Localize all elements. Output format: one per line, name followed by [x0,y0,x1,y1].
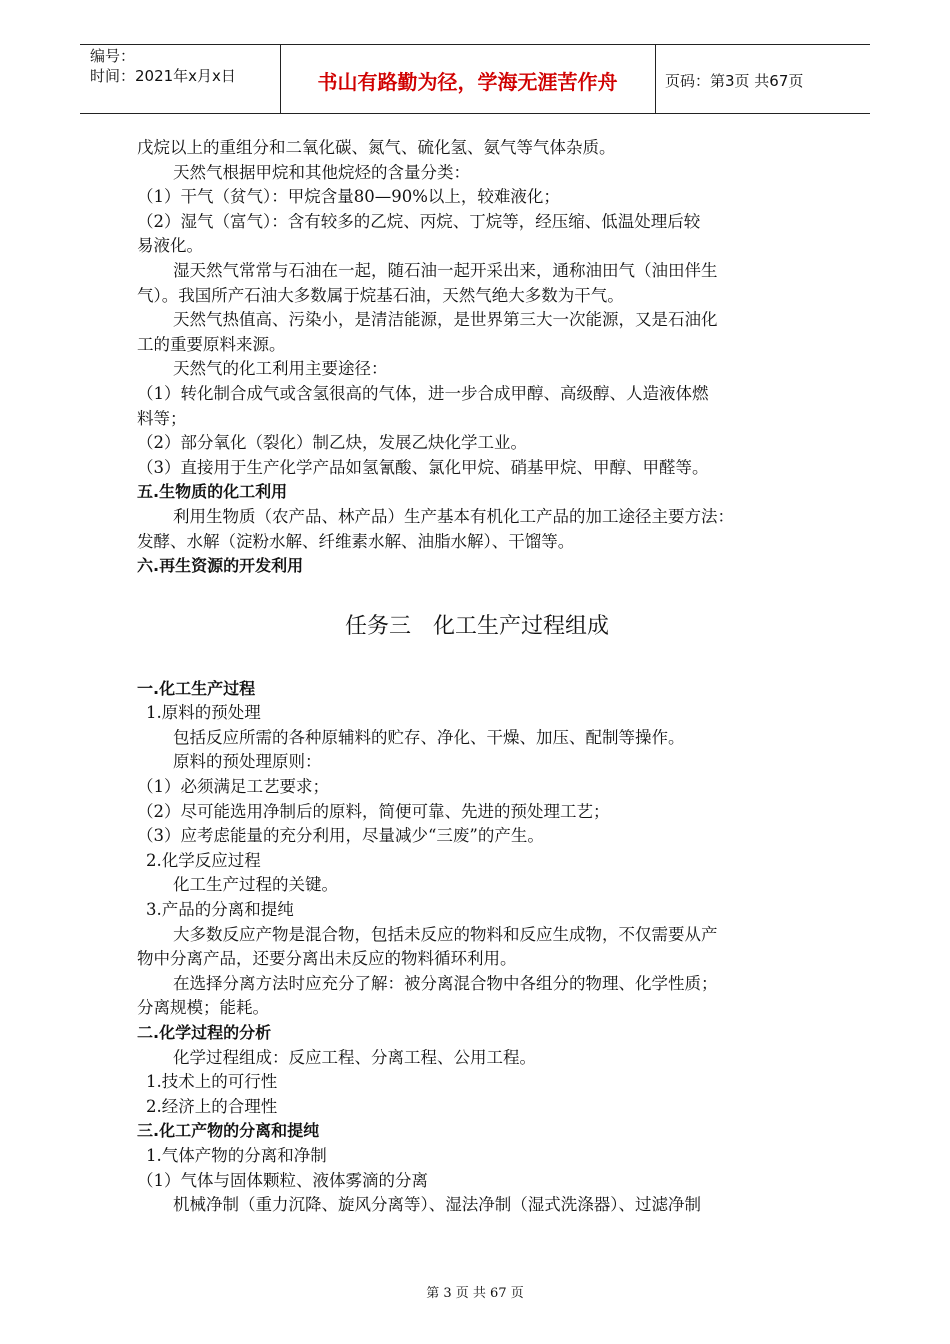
text-line: 发酵、水解（淀粉水解、纤维素水解、油脂水解）、干馏等。 [137,531,575,551]
text-line: 湿天然气常常与石油在一起，随石油一起开采出来，通称油田气（油田伴生 [173,260,718,280]
text-line: 料等； [137,408,187,428]
text-line: 在选择分离方法时应充分了解：被分离混合物中各组分的物理、化学性质； [173,973,718,993]
header-meta [90,46,236,86]
text-line: 2.经济上的合理性 [146,1096,278,1116]
text-line: 机械净制（重力沉降、旋风分离等）、湿法净制（湿式洗涤器）、过滤净制 [173,1195,701,1215]
text-line: （2）尽可能选用净制后的原料，简便可靠、先进的预处理工艺； [137,801,610,821]
text-line: （1）必须满足工艺要求； [137,777,329,797]
page-header [80,44,870,114]
text-line: 物中分离产品，还要分离出未反应的物料循环利用。 [137,949,517,969]
section-heading: 三.化工产物的分离和提纯 [137,1121,320,1141]
header-time-label: 时间：2021年x月x日 [90,67,236,85]
text-line: 1.气体产物的分离和净制 [146,1145,327,1165]
text-line: 工的重要原料来源。 [137,334,286,354]
text-line: 化学过程组成：反应工程、分离工程、公用工程。 [173,1047,536,1067]
header-bottom-rule [80,113,870,114]
section-heading: 六.再生资源的开发利用 [137,556,304,576]
text-line: 大多数反应产物是混合物，包括未反应的物料和反应生成物，不仅需要从产 [173,924,718,944]
text-line: 利用生物质（农产品、林产品）生产基本有机化工产品的加工途径主要方法： [173,506,734,526]
text-line: 分离规模；能耗。 [137,998,269,1018]
document-body [137,136,817,1218]
text-line: 天然气根据甲烷和其他烷烃的含量分类： [173,162,470,182]
page-footer: 第 3 页 共 67 页 [426,1286,524,1301]
text-line: 1.原料的预处理 [146,703,261,723]
text-line: （1）干气（贫气）：甲烷含量80—90%以上，较难液化； [137,187,560,207]
text-line: 气）。我国所产石油大多数属于烷基石油，天然气绝大多数为干气。 [137,285,624,305]
text-line: 化工生产过程的关键。 [173,875,338,895]
header-motto: 书山有路勤为径，学海无涯苦作舟 [317,70,618,94]
section-heading: 五.生物质的化工利用 [137,482,288,502]
text-line: （2）湿气（富气）：含有较多的乙烷、丙烷、丁烷等，经压缩、低温处理后较 [137,211,701,231]
text-line: （2）部分氧化（裂化）制乙炔，发展乙炔化学工业。 [137,433,527,453]
text-line: 3.产品的分离和提纯 [146,900,294,920]
text-line: 2.化学反应过程 [146,850,261,870]
section-heading: 一.化工生产过程 [137,678,256,698]
header-top-rule [80,44,870,45]
header-number-label: 编号： [90,47,136,65]
header-page-info: 页码：第3页 共67页 [665,72,804,90]
text-line: （3）应考虑能量的充分利用，尽量减少“三废”的产生。 [137,826,544,846]
text-line: 天然气的化工利用主要途径： [173,359,388,379]
task-title: 任务三 化工生产过程组成 [344,613,609,639]
section-heading: 二.化学过程的分析 [137,1023,272,1042]
text-line: 1.技术上的可行性 [146,1072,278,1092]
text-line: 包括反应所需的各种原辅料的贮存、净化、干燥、加压、配制等操作。 [173,727,685,747]
text-line: 天然气热值高、污染小，是清洁能源，是世界第三大一次能源，又是石油化 [173,310,718,330]
text-line: （1）转化制合成气或含氢很高的气体，进一步合成甲醇、高级醇、人造液体燃 [137,383,709,403]
text-line: 原料的预处理原则： [173,752,322,772]
text-line: 易液化。 [137,236,203,256]
text-line: （1）气体与固体颗粒、液体雾滴的分离 [137,1170,428,1190]
text-line: 戊烷以上的重组分和二氧化碳、氮气、硫化氢、氨气等气体杂质。 [137,138,616,157]
text-line: （3）直接用于生产化学产品如氢氰酸、氯化甲烷、硝基甲烷、甲醇、甲醛等。 [137,457,709,477]
header-divider-right [655,44,656,114]
